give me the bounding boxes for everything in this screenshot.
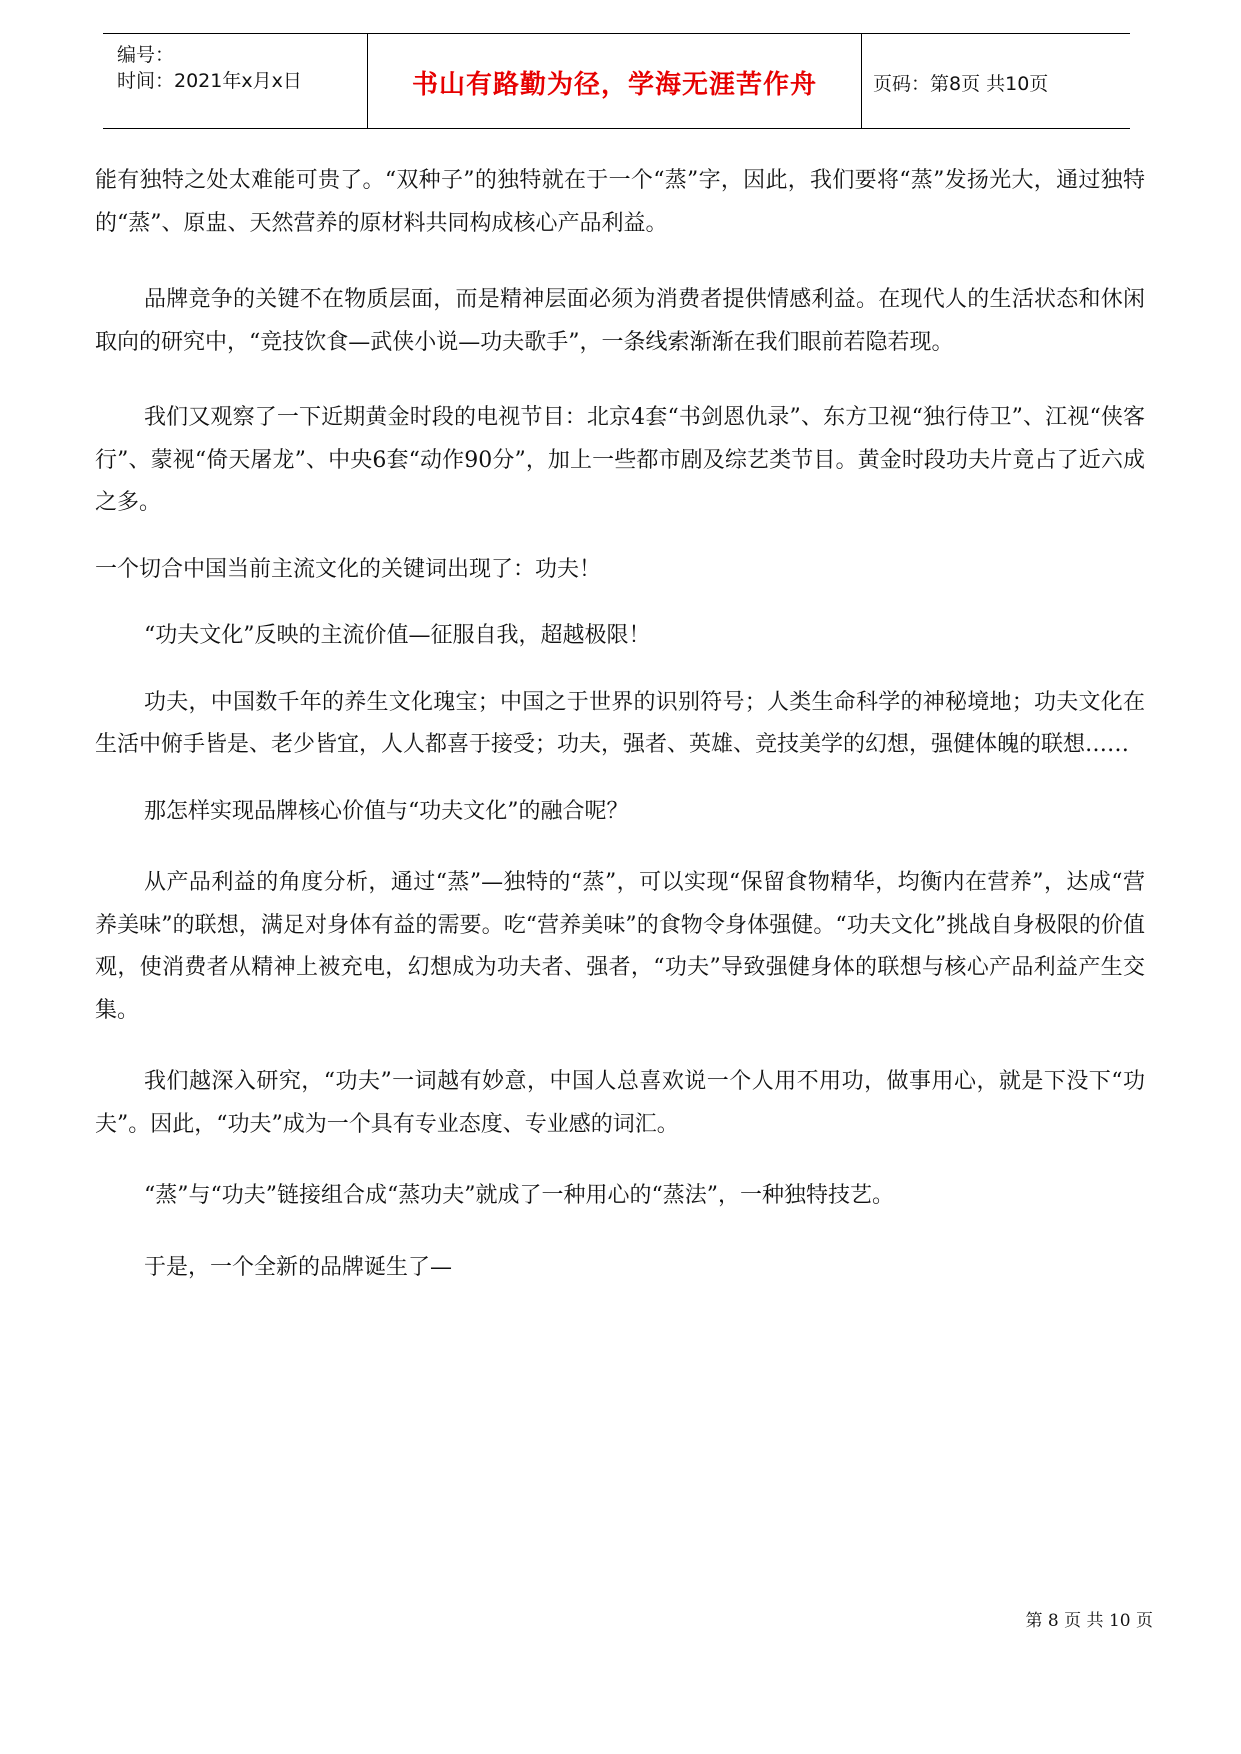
paragraph-8: 从产品利益的角度分析，通过“蒸”—独特的“蒸”，可以实现“保留食物精华，均衡内在营养”，达成“营养美味”的联想，满足对身体有益的需要。吃“营养美味”的食物令身体强健。“功夫文化”挑战自身极限的价值观，使消费者从精神上被充电，幻想成为功夫者、强者，“功夫”导致强健身体的联想与核心产品利益产生交集。 (95, 870, 1145, 1023)
header-meta-cell (103, 34, 367, 128)
paragraph-11: 于是，一个全新的品牌诞生了— (144, 1254, 453, 1280)
document-body (95, 160, 1145, 1289)
paragraph-1: 能有独特之处太难能可贵了。“双种子”的独特就在于一个“蒸”字，因此，我们要将“蒸”发扬光大，通过独特的“蒸”、原盅、天然营养的原材料共同构成核心产品利益。 (95, 168, 1145, 236)
date-label: 时间：2021年x月x日 (117, 70, 302, 92)
paragraph-3: 我们又观察了一下近期黄金时段的电视节目：北京4套“书剑恩仇录”、东方卫视“独行侍卫”、江视“侠客行”、蒙视“倚天屠龙”、中央6套“动作90分”，加上一些都市剧及综艺类节目。黄金时段功夫片竟占了近六成之多。 (95, 405, 1145, 515)
header-motto-cell (367, 34, 862, 128)
paragraph-6: 功夫，中国数千年的养生文化瑰宝；中国之于世界的识别符号；人类生命科学的神秘境地；功夫文化在生活中俯手皆是、老少皆宜，人人都喜于接受；功夫，强者、英雄、竞技美学的幻想，强健体魄的联想…… (95, 689, 1145, 757)
page-code-label: 页码：第8页 共10页 (873, 73, 1049, 95)
paragraph-5: “功夫文化”反映的主流价值—征服自我，超越极限！ (144, 623, 651, 648)
paragraph-4: 一个切合中国当前主流文化的关键词出现了：功夫！ (95, 556, 602, 582)
page-header (103, 33, 1130, 129)
motto-text: 书山有路勤为径，学海无涯苦作舟 (411, 70, 817, 100)
header-page-cell (861, 34, 1130, 128)
paragraph-9: 我们越深入研究，“功夫”一词越有妙意，中国人总喜欢说一个人用不用功，做事用心，就是下没下“功夫”。因此，“功夫”成为一个具有专业态度、专业感的词汇。 (95, 1069, 1145, 1137)
paragraph-7: 那怎样实现品牌核心价值与“功夫文化”的融合呢？ (144, 798, 629, 824)
paragraph-2: 品牌竞争的关键不在物质层面，而是精神层面必须为消费者提供情感利益。在现代人的生活状态和休闲取向的研究中，“竞技饮食—武侠小说—功夫歌手”，一条线索渐渐在我们眼前若隐若现。 (95, 287, 1145, 355)
paragraph-10: “蒸”与“功夫”链接组合成“蒸功夫”就成了一种用心的“蒸法”，一种独特技艺。 (144, 1183, 894, 1208)
page-footer: 第 8 页 共 10 页 (1025, 1611, 1153, 1631)
serial-number-label: 编号： (117, 44, 175, 66)
